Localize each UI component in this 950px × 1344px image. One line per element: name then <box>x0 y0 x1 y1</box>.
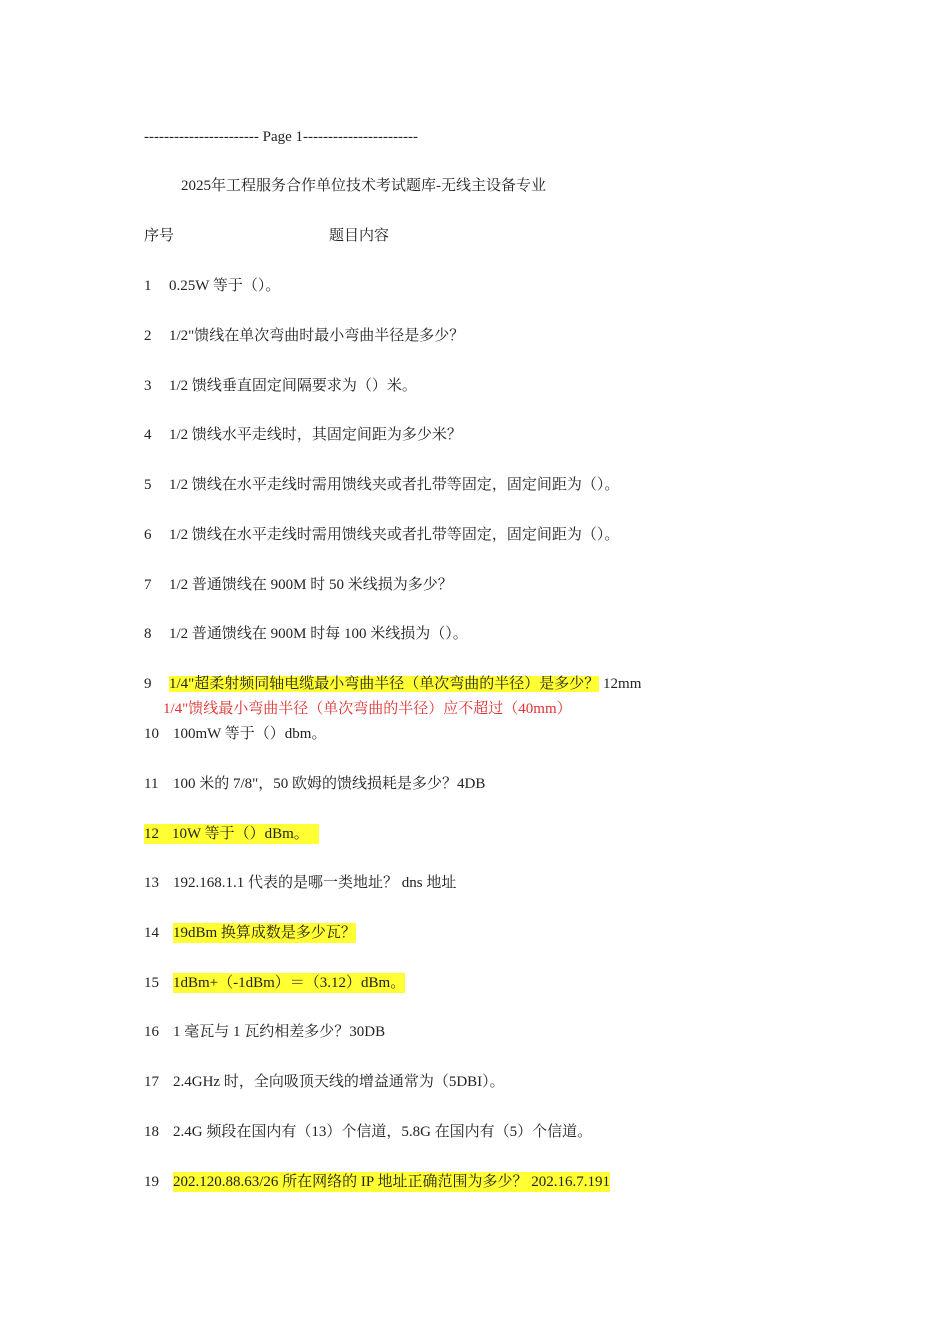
question-answer: 202.16.7.191 <box>527 1174 610 1190</box>
question-row <box>144 1172 610 1192</box>
question-number: 14 <box>144 925 159 941</box>
question-row <box>144 724 327 744</box>
question-row <box>144 624 468 644</box>
question-row <box>144 475 620 495</box>
question-text: 100mW 等于（）dbm。 <box>173 726 327 742</box>
question-row <box>144 1072 505 1092</box>
question-number: 11 <box>144 776 159 792</box>
question-row <box>144 774 486 794</box>
question-number: 6 <box>144 527 152 543</box>
question-text: 1/2 馈线水平走线时，其固定间距为多少米？ <box>169 427 462 443</box>
question-number: 15 <box>144 975 159 991</box>
question-row <box>144 575 453 595</box>
column-header-content: 题目内容 <box>329 228 390 244</box>
question-text-highlighted: 1dBm+（-1dBm）＝（3.12）dBm。 <box>173 975 406 991</box>
question-row <box>144 1022 386 1042</box>
question-number: 17 <box>144 1074 159 1090</box>
question-number: 1 <box>144 278 152 294</box>
question-text: 2.4G 频段在国内有（13）个信道，5.8G 在国内有（5）个信道。 <box>173 1124 593 1140</box>
question-text-highlighted: 1/4"超柔射频同轴电缆最小弯曲半径（单次弯曲的半径）是多少？ <box>169 676 600 692</box>
question-number: 19 <box>144 1174 159 1190</box>
question-row <box>144 276 281 296</box>
question-text: 1/2 馈线在水平走线时需用馈线夹或者扎带等固定，固定间距为（）。 <box>169 527 620 543</box>
question-text: 1/2"馈线在单次弯曲时最小弯曲半径是多少？ <box>169 328 465 344</box>
question-row <box>144 923 356 943</box>
question-number: 8 <box>144 626 152 642</box>
question-row <box>144 973 406 993</box>
question-row <box>144 376 417 396</box>
question-text: 10W 等于（）dBm。 <box>172 826 309 842</box>
question-text: 2.4GHz 时，全向吸顶天线的增益通常为（5DBI）。 <box>173 1074 505 1090</box>
question-text-group <box>173 1172 610 1192</box>
question-number: 16 <box>144 1024 159 1040</box>
question-row <box>144 525 620 545</box>
row-highlight <box>144 824 319 844</box>
document-title: 2025年工程服务合作单位技术考试题库-无线主设备专业 <box>181 178 546 194</box>
question-number: 2 <box>144 328 152 344</box>
question-number: 10 <box>144 726 159 742</box>
question-text: 1 毫瓦与 1 瓦约相差多少？30DB <box>173 1024 386 1040</box>
question-text: 0.25W 等于（）。 <box>169 278 281 294</box>
question-text: 1/2 馈线在水平走线时需用馈线夹或者扎带等固定，固定间距为（）。 <box>169 477 620 493</box>
column-header-number: 序号 <box>144 228 175 244</box>
question-text: 192.168.1.1 代表的是哪一类地址？ dns 地址 <box>173 875 457 891</box>
question-answer: 12mm <box>599 676 642 692</box>
question-number: 3 <box>144 378 152 394</box>
question-text: 1/2 普通馈线在 900M 时 50 米线损为多少？ <box>169 577 453 593</box>
question-text-highlighted: 19dBm 换算成数是多少瓦？ <box>173 925 356 941</box>
question-number: 12 <box>144 826 159 842</box>
question-row <box>144 425 462 445</box>
question-text: 100 米的 7/8"，50 欧姆的馈线损耗是多少？4DB <box>173 776 486 792</box>
question-text: 1/2 馈线垂直固定间隔要求为（）米。 <box>169 378 417 394</box>
question-row <box>144 873 457 893</box>
question-text-group <box>169 674 641 694</box>
question-number: 5 <box>144 477 152 493</box>
question-row <box>144 326 465 346</box>
question-text-highlighted: 202.120.88.63/26 所在网络的 IP 地址正确范围为多少？ <box>173 1174 528 1190</box>
question-number: 4 <box>144 427 152 443</box>
question-number: 13 <box>144 875 159 891</box>
question-number: 9 <box>144 676 152 692</box>
answer-note: 1/4"馈线最小弯曲半径（单次弯曲的半径）应不超过（40mm） <box>163 701 572 717</box>
question-number: 7 <box>144 577 152 593</box>
question-text: 1/2 普通馈线在 900M 时每 100 米线损为（）。 <box>169 626 468 642</box>
question-number: 18 <box>144 1124 159 1140</box>
page-marker: ----------------------- Page 1----------------------- <box>144 129 418 145</box>
question-row <box>144 674 642 694</box>
question-row <box>144 1122 593 1142</box>
